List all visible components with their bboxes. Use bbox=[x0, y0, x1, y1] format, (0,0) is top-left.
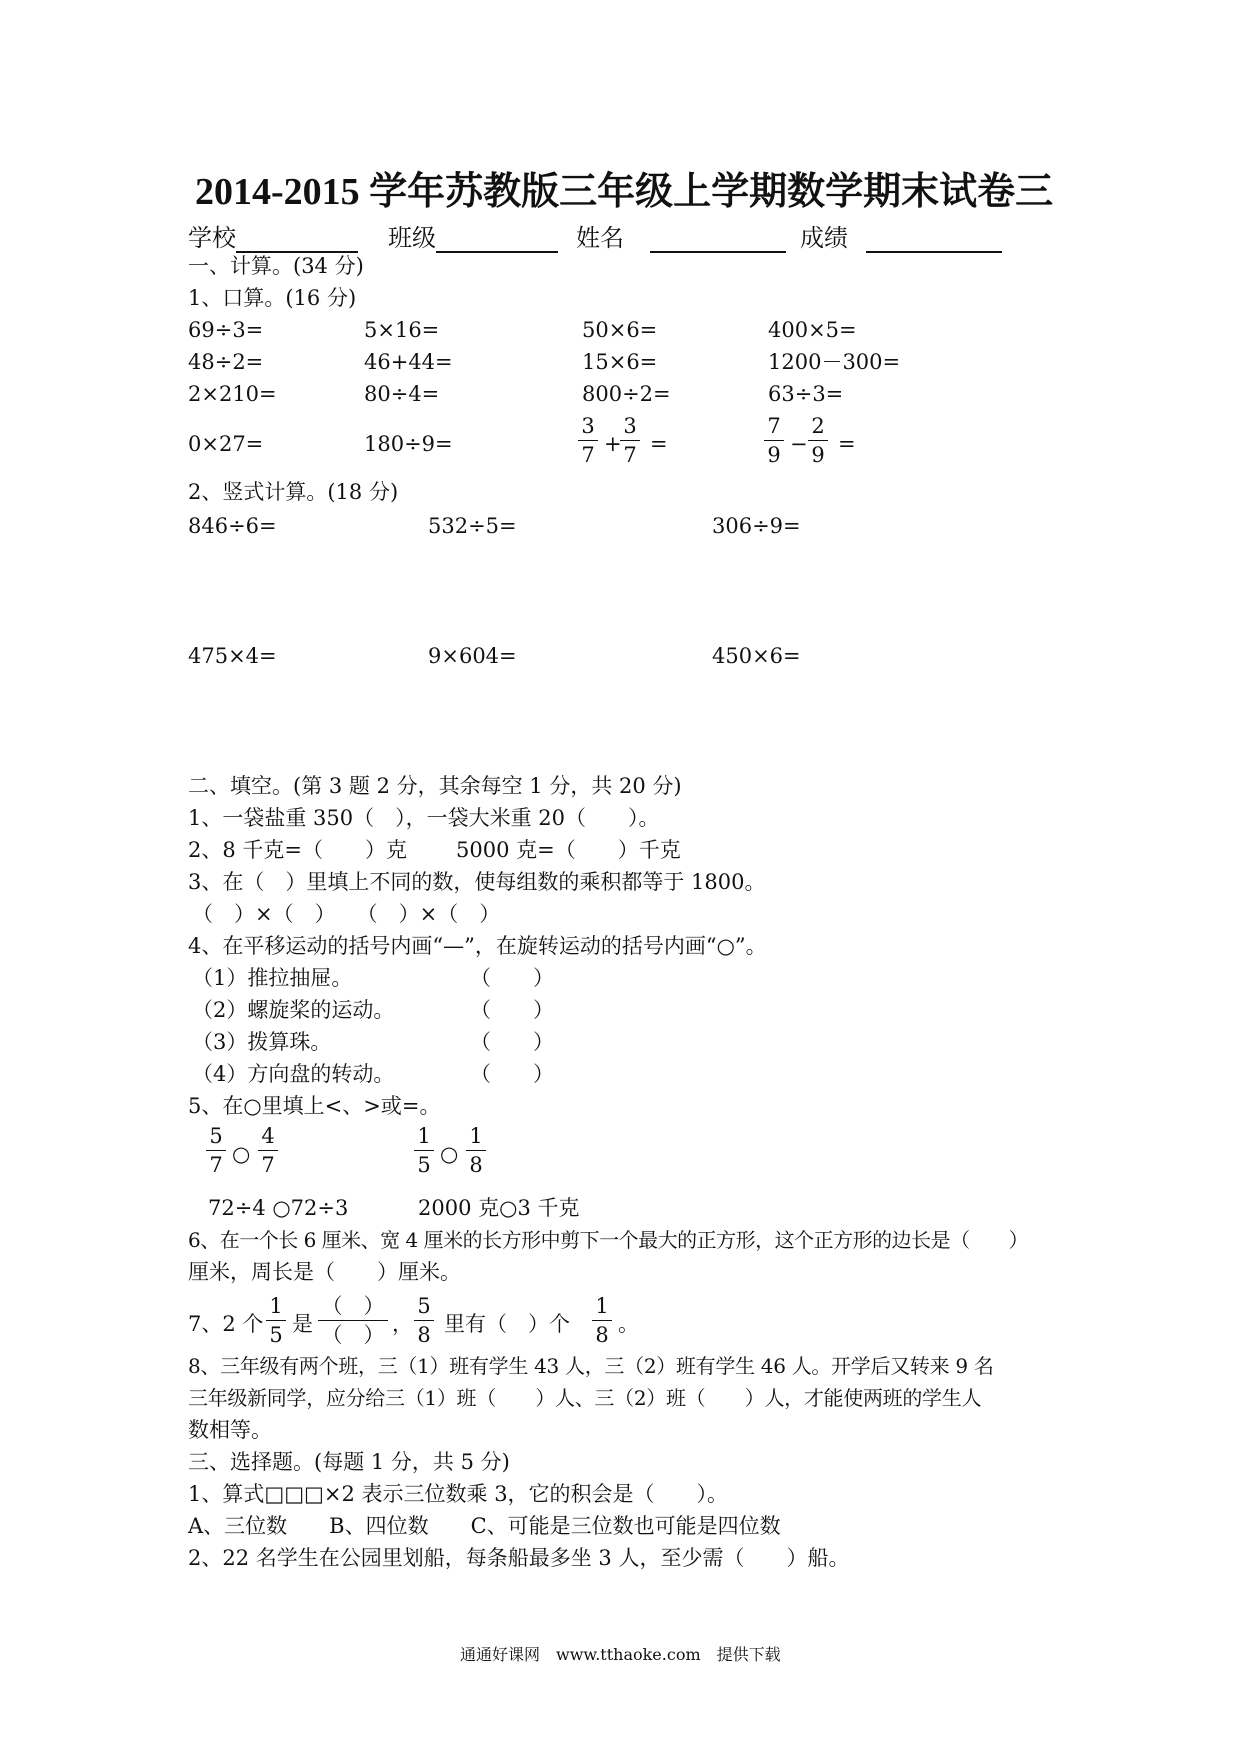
calc-item: 180÷9= bbox=[364, 432, 453, 456]
equals-sign: = bbox=[838, 432, 856, 456]
numerator: 4 bbox=[261, 1124, 275, 1148]
q7-prefix: 7、2 个 bbox=[188, 1312, 264, 1336]
name-blank[interactable] bbox=[650, 229, 786, 253]
denominator: 5 bbox=[269, 1323, 283, 1347]
section1-heading: 一、计算。(34 分) bbox=[188, 254, 364, 278]
fraction bbox=[464, 1124, 488, 1177]
fill-question-cont: 三年级新同学，应分给三（1）班（ ）人、三（2）班（ ）人，才能使两班的学生人 bbox=[188, 1386, 982, 1410]
denominator: 5 bbox=[417, 1153, 431, 1177]
class-field bbox=[388, 218, 558, 253]
fraction bbox=[204, 1124, 228, 1177]
answer-paren: （ ） bbox=[470, 1062, 554, 1086]
q7-end: 。 bbox=[618, 1312, 639, 1336]
fraction-blank[interactable] bbox=[316, 1294, 390, 1347]
answer-paren: （ ） bbox=[470, 1030, 554, 1054]
class-blank[interactable] bbox=[436, 229, 558, 253]
fraction bbox=[762, 414, 786, 467]
page-title: 2014-2015 学年苏教版三年级上学期数学期末试卷三 bbox=[195, 171, 1054, 213]
section3-heading: 三、选择题。(每题 1 分，共 5 分) bbox=[188, 1450, 510, 1474]
fraction bbox=[264, 1294, 288, 1347]
numerator: 2 bbox=[811, 414, 825, 438]
numerator: 3 bbox=[581, 414, 595, 438]
operator: − bbox=[790, 432, 808, 456]
calc-item: 5×16= bbox=[364, 318, 440, 342]
fill-question-cont: 厘米，周长是（ ）厘米。 bbox=[188, 1260, 461, 1284]
school-field bbox=[188, 218, 358, 253]
calc-item: 400×5= bbox=[768, 318, 857, 342]
calc-item: 800÷2= bbox=[582, 382, 671, 406]
fraction-bar bbox=[466, 1150, 486, 1151]
denominator: 7 bbox=[209, 1153, 223, 1177]
calc-item: 80÷4= bbox=[364, 382, 440, 406]
calc-item: 15×6= bbox=[582, 350, 658, 374]
fraction-bar bbox=[764, 440, 784, 441]
name-field bbox=[576, 218, 786, 253]
numerator: 1 bbox=[417, 1124, 431, 1148]
calc-item: 1200－300= bbox=[768, 350, 901, 374]
fraction-bar bbox=[620, 440, 640, 441]
class-label: 班级 bbox=[388, 224, 436, 252]
fraction bbox=[590, 1294, 614, 1347]
numerator: 5 bbox=[209, 1124, 223, 1148]
circle-blank[interactable]: ○ bbox=[232, 1142, 251, 1166]
fraction bbox=[806, 414, 830, 467]
circle-blank[interactable]: ○ bbox=[440, 1142, 459, 1166]
denominator: 9 bbox=[767, 443, 781, 467]
calc-item: 2×210= bbox=[188, 382, 277, 406]
denominator: 7 bbox=[581, 443, 595, 467]
fraction-bar bbox=[266, 1320, 286, 1321]
numerator: 3 bbox=[623, 414, 637, 438]
compare-item: 2000 克○3 千克 bbox=[418, 1196, 580, 1220]
fraction-bar bbox=[318, 1320, 388, 1321]
numerator: 1 bbox=[269, 1294, 283, 1318]
fill-blank-line: （ ）×（ ） （ ）×（ ） bbox=[192, 902, 501, 926]
q7-is: 是 bbox=[292, 1312, 313, 1336]
fraction-bar bbox=[578, 440, 598, 441]
fraction bbox=[412, 1124, 436, 1177]
q2-heading: 2、竖式计算。(18 分) bbox=[188, 480, 399, 504]
fill-question: 3、在（ ）里填上不同的数，使每组数的乘积都等于 1800。 bbox=[188, 870, 766, 894]
choice-question: 1、算式□□□×2 表示三位数乘 3，它的积会是（ ）。 bbox=[188, 1482, 729, 1506]
vertical-calc-item: 532÷5= bbox=[428, 514, 517, 538]
vertical-calc-item: 9×604= bbox=[428, 644, 517, 668]
calc-item: 46+44= bbox=[364, 350, 453, 374]
fill-question: 2、8 千克=（ ）克 bbox=[188, 838, 407, 862]
operator: + bbox=[604, 432, 622, 456]
numerator: （ ） bbox=[321, 1294, 385, 1318]
fraction bbox=[412, 1294, 436, 1347]
numerator: 7 bbox=[767, 414, 781, 438]
list-item: （1）推拉抽屉。 bbox=[192, 966, 353, 990]
section2-heading: 二、填空。(第 3 题 2 分，其余每空 1 分，共 20 分) bbox=[188, 774, 682, 798]
list-item: （4）方向盘的转动。 bbox=[192, 1062, 395, 1086]
fill-question: 1、一袋盐重 350（ ），一袋大米重 20（ ）。 bbox=[188, 806, 660, 830]
fill-question: 8、三年级有两个班，三（1）班有学生 43 人，三（2）班有学生 46 人。开学后又转来 9 名 bbox=[188, 1354, 994, 1378]
choice-options: A、三位数 B、四位数 C、可能是三位数也可能是四位数 bbox=[188, 1514, 781, 1538]
q7-comma: ， bbox=[392, 1312, 413, 1336]
choice-question: 2、22 名学生在公园里划船，每条船最多坐 3 人，至少需（ ）船。 bbox=[188, 1546, 850, 1570]
vertical-calc-item: 475×4= bbox=[188, 644, 277, 668]
fill-question: 6、在一个长 6 厘米、宽 4 厘米的长方形中剪下一个最大的正方形，这个正方形的边长是（ ） bbox=[188, 1228, 1029, 1252]
school-blank[interactable] bbox=[236, 229, 358, 253]
compare-item: 72÷4 ○72÷3 bbox=[208, 1196, 349, 1220]
fraction-bar bbox=[414, 1150, 434, 1151]
fraction bbox=[256, 1124, 280, 1177]
numerator: 5 bbox=[417, 1294, 431, 1318]
denominator: （ ） bbox=[321, 1323, 385, 1347]
equals-sign: = bbox=[650, 432, 668, 456]
name-label: 姓名 bbox=[576, 224, 624, 252]
fraction-bar bbox=[258, 1150, 278, 1151]
list-item: （2）螺旋桨的运动。 bbox=[192, 998, 395, 1022]
denominator: 7 bbox=[261, 1153, 275, 1177]
fill-question: 4、在平移运动的括号内画“—”，在旋转运动的括号内画“○”。 bbox=[188, 934, 767, 958]
numerator: 1 bbox=[469, 1124, 483, 1148]
numerator: 1 bbox=[595, 1294, 609, 1318]
vertical-calc-item: 846÷6= bbox=[188, 514, 277, 538]
fill-question: 5000 克=（ ）千克 bbox=[456, 838, 681, 862]
denominator: 9 bbox=[811, 443, 825, 467]
calc-item: 50×6= bbox=[582, 318, 658, 342]
calc-item: 63÷3= bbox=[768, 382, 844, 406]
q7-middle: 里有（ ）个 bbox=[444, 1312, 570, 1336]
fraction bbox=[618, 414, 642, 467]
fraction-bar bbox=[592, 1320, 612, 1321]
answer-paren: （ ） bbox=[470, 998, 554, 1022]
vertical-calc-item: 450×6= bbox=[712, 644, 801, 668]
fraction-bar bbox=[414, 1320, 434, 1321]
denominator: 8 bbox=[595, 1323, 609, 1347]
score-label: 成绩 bbox=[800, 224, 848, 252]
calc-item: 0×27= bbox=[188, 432, 264, 456]
fill-question-cont: 数相等。 bbox=[188, 1418, 272, 1442]
denominator: 8 bbox=[417, 1323, 431, 1347]
calc-item: 69÷3= bbox=[188, 318, 264, 342]
answer-paren: （ ） bbox=[470, 966, 554, 990]
fill-question: 5、在○里填上<、>或=。 bbox=[188, 1094, 441, 1118]
calc-item: 48÷2= bbox=[188, 350, 264, 374]
denominator: 8 bbox=[469, 1153, 483, 1177]
school-label: 学校 bbox=[188, 224, 236, 252]
list-item: （3）拨算珠。 bbox=[192, 1030, 332, 1054]
fraction bbox=[576, 414, 600, 467]
page-footer: 通通好课网 www.tthaoke.com 提供下载 bbox=[460, 1645, 781, 1664]
vertical-calc-item: 306÷9= bbox=[712, 514, 801, 538]
fraction-bar bbox=[206, 1150, 226, 1151]
score-field bbox=[800, 218, 1002, 253]
score-blank[interactable] bbox=[866, 229, 1002, 253]
denominator: 7 bbox=[623, 443, 637, 467]
fraction-bar bbox=[808, 440, 828, 441]
q1-heading: 1、口算。(16 分) bbox=[188, 286, 357, 310]
